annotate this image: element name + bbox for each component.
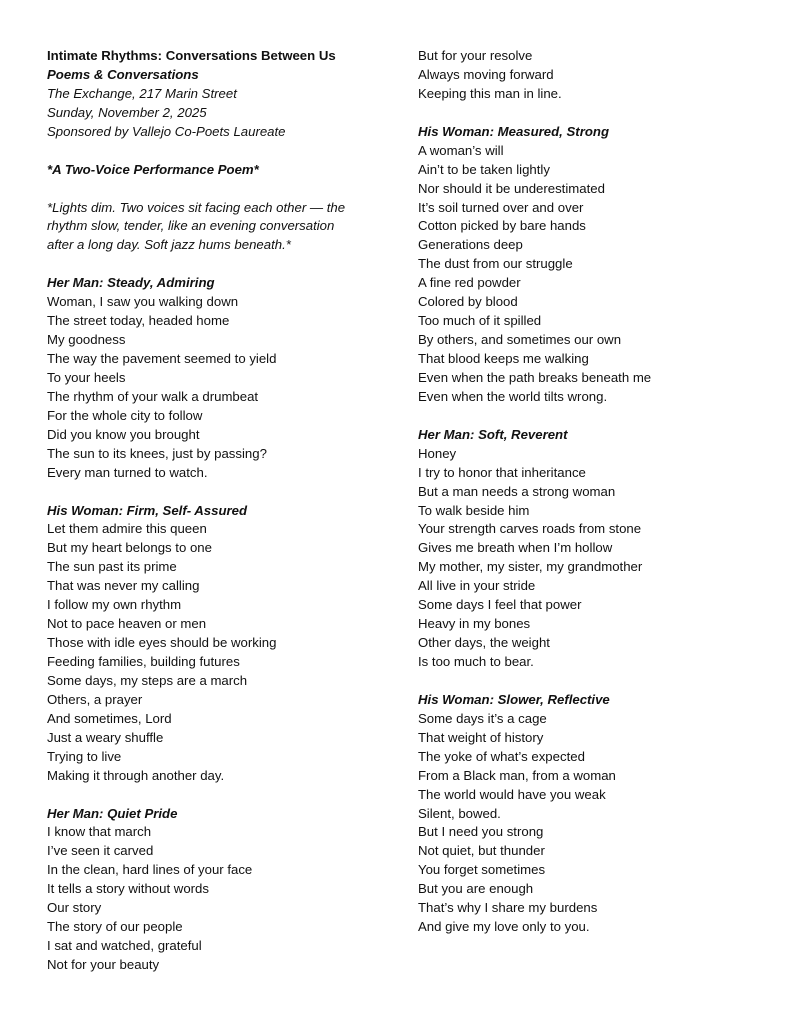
poem-line: But for your resolve — [418, 48, 533, 63]
poem-line: That’s why I share my burdens — [418, 900, 598, 916]
poem-line: The sun past its prime — [47, 559, 177, 575]
poem-line: Some days it’s a cage — [418, 710, 547, 726]
poem-line: Your strength carves roads from stone — [418, 521, 642, 537]
document-title: Intimate Rhythms: Conversations Between Us — [47, 48, 336, 63]
poem-line: And give my love only to you. — [418, 919, 590, 935]
poem-line: In the clean, hard lines of your face — [47, 862, 253, 878]
spacer — [47, 483, 392, 502]
spacer — [47, 786, 392, 805]
poem-line: A fine red powder — [418, 275, 521, 291]
spacer — [47, 142, 392, 161]
poem-line: You forget sometimes — [418, 862, 546, 878]
poem-line: I try to honor that inheritance — [418, 464, 586, 480]
poem-line: Nor should it be underestimated — [418, 180, 605, 196]
poem-line: I sat and watched, grateful — [47, 938, 202, 954]
poem-line: I follow my own rhythm — [47, 597, 182, 613]
poem-line: From a Black man, from a woman — [418, 767, 616, 783]
poem-line: Just a weary shuffle — [47, 729, 164, 745]
poem-line: Others, a prayer — [47, 691, 143, 707]
poem-line: Even when the path breaks beneath me — [418, 369, 652, 385]
poem-line: Keeping this man in line. — [418, 85, 562, 101]
poem-line: Silent, bowed. — [418, 805, 501, 821]
poem-line: The sun to its knees, just by passing? — [47, 445, 267, 461]
poem-line: The story of our people — [47, 919, 183, 935]
poem-line: Not to pace heaven or men — [47, 616, 207, 632]
left-column — [47, 47, 392, 975]
spacer — [418, 104, 768, 123]
poem-line: Some days I feel that power — [418, 597, 582, 613]
spacer — [418, 672, 768, 691]
stage-direction-line: after a long day. Soft jazz hums beneath.* — [47, 237, 291, 253]
poem-line: Our story — [47, 900, 102, 916]
poem-line: Other days, the weight — [418, 635, 550, 651]
poem-line: Not for your beauty — [47, 957, 160, 972]
poem-line: It tells a story without words — [47, 881, 209, 897]
poem-line: But I need you strong — [418, 824, 544, 840]
poem-line: Gives me breath when I’m hollow — [418, 540, 613, 556]
poem-line: To your heels — [47, 369, 126, 385]
poem-line: Did you know you brought — [47, 426, 200, 442]
poem-line: Woman, I saw you walking down — [47, 294, 239, 310]
poem-line: And sometimes, Lord — [47, 710, 172, 726]
poem-line: My goodness — [47, 332, 126, 348]
spacer — [47, 255, 392, 274]
poem-line: The street today, headed home — [47, 313, 230, 329]
poem-line: Ain’t to be taken lightly — [418, 161, 550, 177]
poem-line: Every man turned to watch. — [47, 464, 208, 480]
document-subtitle: Poems & Conversations — [47, 66, 199, 82]
spacer — [418, 407, 768, 426]
poem-line: The world would have you weak — [418, 786, 606, 802]
poem-line: The dust from our struggle — [418, 256, 573, 272]
spacer — [47, 180, 392, 199]
poem-line: Feeding families, building futures — [47, 654, 240, 669]
poem-line: Trying to live — [47, 748, 122, 764]
poem-line: I know that march — [47, 824, 152, 840]
poem-line: Colored by blood — [418, 294, 518, 310]
poem-line: Heavy in my bones — [418, 616, 531, 632]
poem-line: Too much of it spilled — [418, 313, 542, 329]
poem-line: By others, and sometimes our own — [418, 332, 622, 348]
poem-line: Not quiet, but thunder — [418, 843, 545, 859]
poem-line: Those with idle eyes should be working — [47, 635, 277, 651]
section-heading: His Woman: Measured, Strong — [418, 123, 609, 139]
performance-note: *A Two-Voice Performance Poem* — [47, 161, 259, 177]
poem-line: But my heart belongs to one — [47, 540, 212, 556]
poem-line: That was never my calling — [47, 578, 200, 594]
poem-line: That weight of history — [418, 729, 544, 745]
poem-line: Generations deep — [418, 237, 523, 253]
poem-line: It’s soil turned over and over — [418, 199, 584, 215]
poem-line: To walk beside him — [418, 502, 530, 518]
poem-line: The rhythm of your walk a drumbeat — [47, 388, 259, 404]
section-heading: Her Man: Steady, Admiring — [47, 275, 215, 291]
stage-direction-line: rhythm slow, tender, like an evening conversation — [47, 218, 335, 234]
poem-line: That blood keeps me walking — [418, 351, 589, 366]
section-heading: His Woman: Slower, Reflective — [418, 691, 610, 707]
section-heading: His Woman: Firm, Self- Assured — [47, 502, 248, 518]
venue: The Exchange, 217 Marin Street — [47, 85, 237, 101]
poem-line: A woman’s will — [418, 142, 504, 158]
poem-line: Some days, my steps are a march — [47, 672, 248, 688]
poem-line: Let them admire this queen — [47, 521, 207, 537]
stage-direction-line: *Lights dim. Two voices sit facing each other — the — [47, 199, 346, 215]
poem-line: But you are enough — [418, 881, 534, 897]
right-column — [418, 47, 768, 937]
poem-line: Is too much to bear. — [418, 654, 534, 669]
poem-line: Making it through another day. — [47, 767, 225, 783]
poem-line: The way the pavement seemed to yield — [47, 351, 277, 366]
poem-line: For the whole city to follow — [47, 407, 203, 423]
event-date: Sunday, November 2, 2025 — [47, 104, 207, 120]
poem-line: Always moving forward — [418, 66, 554, 82]
poem-line: All live in your stride — [418, 578, 536, 594]
poem-line: My mother, my sister, my grandmother — [418, 559, 643, 575]
section-heading: Her Man: Soft, Reverent — [418, 426, 568, 442]
poem-line: Cotton picked by bare hands — [418, 218, 586, 234]
poem-line: The yoke of what’s expected — [418, 748, 585, 764]
poem-line: Honey — [418, 445, 457, 461]
poem-line: I’ve seen it carved — [47, 843, 154, 859]
poem-line: But a man needs a strong woman — [418, 483, 616, 499]
poem-line: Even when the world tilts wrong. — [418, 388, 608, 404]
sponsor: Sponsored by Vallejo Co-Poets Laureate — [47, 123, 286, 139]
section-heading: Her Man: Quiet Pride — [47, 805, 178, 821]
